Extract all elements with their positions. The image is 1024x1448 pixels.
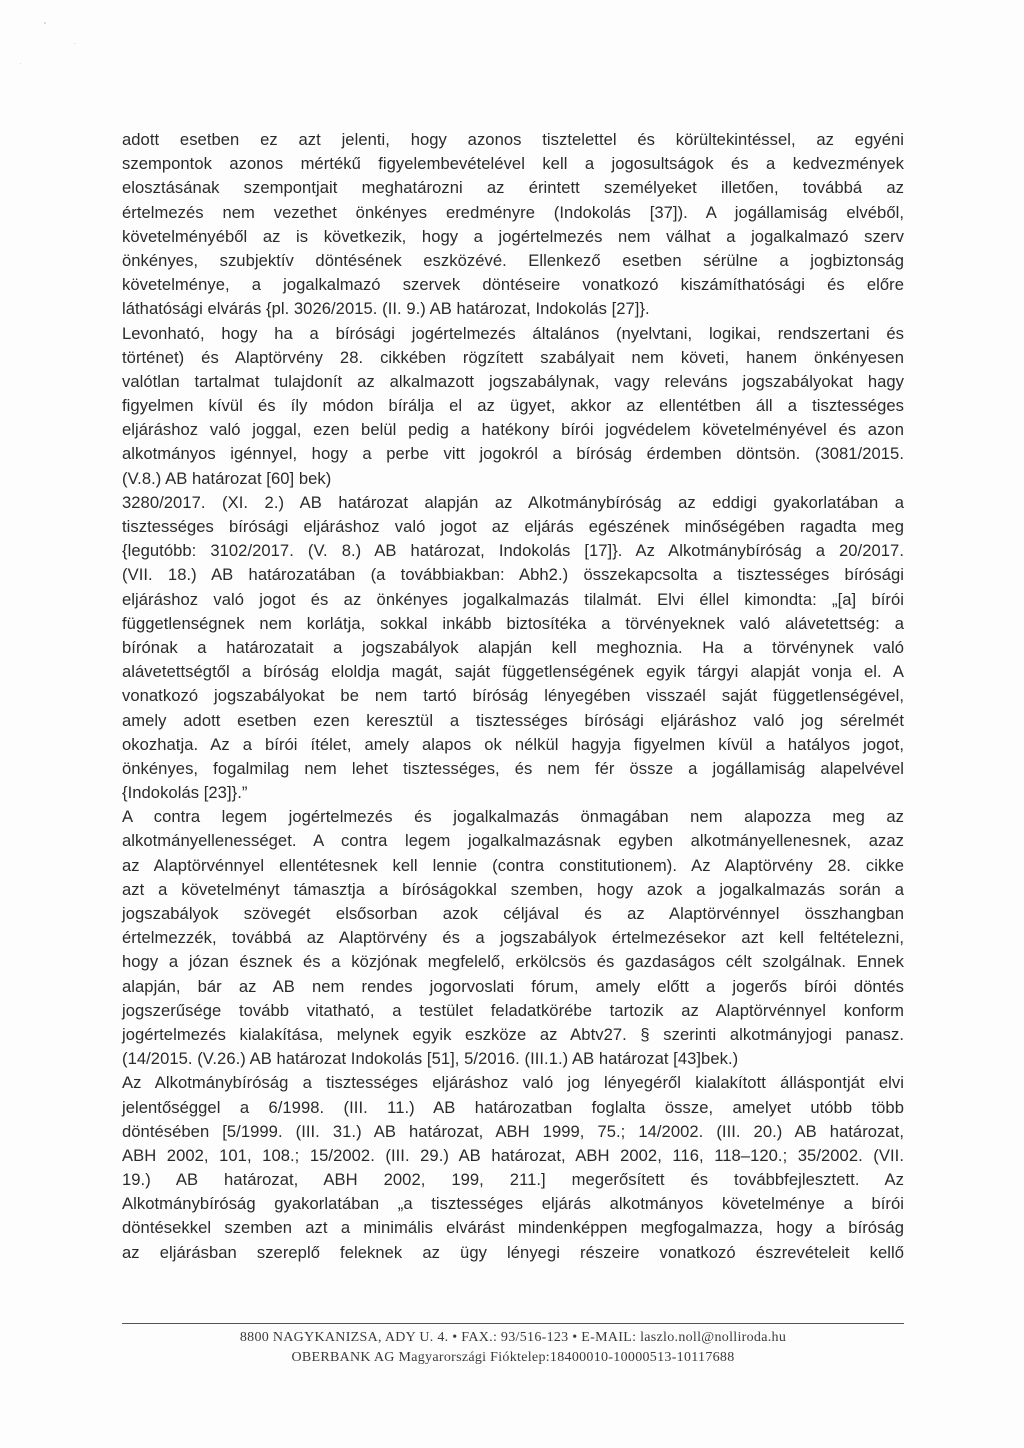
text-line: függetlenségnek nem korlátja, sokkal inkább biztosítéka a törvényeknek való alávetettség: a: [122, 613, 904, 633]
letterhead-footer: [122, 1328, 904, 1368]
footer-divider: [122, 1323, 904, 1324]
text-line: alkotmányellenességet. A contra legem jogalkalmazásnak egyben alkotmányellenesnek, azaz: [122, 831, 904, 851]
body-text: [122, 128, 904, 1265]
text-line: vonatkozó jogszabályokat be nem tartó bíróság lényegében visszaél saját függetlenségével,: [122, 686, 904, 706]
text-line: elosztásának szempontjait meghatározni az érintett személyeket illetően, továbbá az: [122, 178, 904, 198]
text-line: eljáráshoz való jogot és az önkényes jogalkalmazás tilalmát. Elvi éllel kimondta: „[a] bírói: [122, 589, 904, 609]
text-line: (VII. 18.) AB határozatában (a továbbiakban: Abh2.) összekapcsolta a tisztességes bírósági: [122, 565, 904, 585]
text-line: döntésében [5/1999. (III. 31.) AB határozat, ABH 1999, 75.; 14/2002. (III. 20.) AB határozat,: [122, 1121, 904, 1141]
scan-speck: [20, 63, 21, 64]
text-line: Alkotmánybíróság gyakorlatában „a tisztességes eljárás alkotmányos követelménye a bírói: [122, 1194, 904, 1214]
text-line: értelmezés nem vezethet önkényes eredményre (Indokolás [37]). A jogállamiság elvéből,: [122, 202, 904, 222]
text-line: értelmezzék, továbbá az Alaptörvény és a jogszabályok értelmezésekor azt kell feltételezni,: [122, 928, 904, 948]
text-line: Levonható, hogy ha a bírósági jogértelmezés általános (nyelvtani, logikai, rendszertani és: [122, 323, 904, 343]
text-line: ABH 2002, 101, 108.; 15/2002. (III. 29.) AB határozat, ABH 2002, 116, 118–120.; 35/2002. (VII.: [122, 1145, 904, 1165]
text-line: jelentőséggel a 6/1998. (III. 11.) AB határozatban foglalta össze, amelyet utóbb több: [122, 1097, 904, 1117]
text-line: figyelmen kívül és íly módon bírálja el az ügyet, akkor az ellentétben áll a tisztességes: [122, 396, 904, 416]
text-line: követelményéből az is következik, hogy a jogértelmezés nem válhat a jogalkalmazó szerv: [122, 226, 904, 246]
scan-speck: [74, 43, 75, 44]
text-line: bírónak a határozatait a jogszabályok alapján kell meghoznia. Ha a törvénynek való: [122, 637, 904, 657]
text-line: eljáráshoz való joggal, ezen belül pedig a hatékony bírói jogvédelem követelményével és azon: [122, 420, 904, 440]
text-line: Az Alkotmánybíróság a tisztességes eljáráshoz való jog lényegéről kialakított álláspontját elvi: [122, 1073, 904, 1093]
text-line: önkényes, szubjektív döntésének eszközévé. Ellenkező esetben sérülne a jogbiztonság: [122, 250, 904, 270]
text-line: A contra legem jogértelmezés és jogalkalmazás önmagában nem alapozza meg az: [122, 807, 904, 827]
text-line: az eljárásban szereplő feleknek az ügy lényegi részeire vonatkozó észrevételeit kellő: [122, 1242, 904, 1262]
text-line: amely adott esetben ezen keresztül a tisztességes bírósági eljáráshoz való jog sérelmét: [122, 710, 904, 730]
text-line: hogy a józan észnek és a közjónak megfelelő, erkölcsös és gazdaságos célt szolgálnak. Ennek: [122, 952, 904, 972]
text-line: (14/2015. (V.26.) AB határozat Indokolás [51], 5/2016. (III.1.) AB határozat [43]bek.): [122, 1049, 739, 1069]
text-line: alávetettségtől a bíróság eloldja magát, saját függetlenségének egyik tárgyi alapját vonja el. A: [122, 662, 904, 682]
text-line: önkényes, fogalmilag nem lehet tisztességes, és nem fér össze a jogállamiság alapelvével: [122, 758, 904, 778]
text-line: jogszerűsége tovább vitatható, a testület feladatkörébe tartozik az Alaptörvénnyel konform: [122, 1000, 904, 1020]
scan-speck: [44, 22, 46, 24]
text-line: {Indokolás [23]}.”: [122, 783, 248, 803]
text-line: szempontok azonos mértékű figyelembevételével kell a jogosultságok és a kedvezmények: [122, 154, 904, 174]
text-line: tisztességes bírósági eljáráshoz való jogot az eljárás egészének minőségében ragadta meg: [122, 517, 904, 536]
text-line: alkotmányos igénnyel, hogy a perbe vitt jogokról a bíróság érdemben döntsön. (3081/2015.: [122, 444, 904, 464]
text-line: láthatósági elvárás {pl. 3026/2015. (II. 9.) AB határozat, Indokolás [27]}.: [122, 299, 650, 319]
text-line: 19.) AB határozat, ABH 2002, 199, 211.] megerősített és továbbfejlesztett. Az: [122, 1170, 904, 1190]
text-line: azt a követelményt támasztja a bíróságokkal szemben, hogy azok a jogalkalmazás során a: [122, 879, 904, 899]
text-line: adott esetben ez azt jelenti, hogy azonos tisztelettel és körültekintéssel, az egyéni: [122, 130, 904, 149]
text-line: az Alaptörvénnyel ellentétesnek kell lennie (contra constitutionem). Az Alaptörvény 28. cikke: [122, 855, 904, 875]
text-line: valótlan tartalmat tulajdonít az alkalmazott jogszabálynak, vagy releváns jogszabályokat hagy: [122, 371, 904, 391]
text-line: (V.8.) AB határozat [60] bek): [122, 468, 332, 488]
text-line: 3280/2017. (XI. 2.) AB határozat alapján az Alkotmánybíróság az eddigi gyakorlatában a: [122, 492, 904, 512]
footer-bank-line: OBERBANK AG Magyarországi Fióktelep:18400010-10000513-10117688: [291, 1350, 735, 1365]
text-line: {legutóbb: 3102/2017. (V. 8.) AB határozat, Indokolás [17]}. Az Alkotmánybíróság a 20/2017.: [122, 541, 904, 561]
text-line: döntésekkel szemben azt a minimális elvárást mindenképpen megfogalmazza, hogy a bíróság: [122, 1218, 904, 1238]
text-line: követelménye, a jogalkalmazó szervek döntéseire vonatkozó kiszámíthatósági és előre: [122, 275, 904, 295]
text-line: történet) és Alaptörvény 28. cikkében rögzített szabályait nem követi, hanem önkényesen: [122, 347, 904, 367]
text-line: jogértelmezés kialakítása, melynek egyik eszköze az Abtv27. § szerinti alkotmányjogi panasz.: [122, 1024, 904, 1044]
text-line: jogszabályok szövegét elsősorban azok céljával és az Alaptörvénnyel összhangban: [122, 904, 904, 923]
footer-contact-line: 8800 NAGYKANIZSA, ADY U. 4. • FAX.: 93/516-123 • E-MAIL: laszlo.noll@nolliroda.hu: [239, 1330, 787, 1345]
text-line: alapján, bár az AB nem rendes jogorvoslati fórum, amely előtt a jogerős bírói döntés: [122, 976, 904, 996]
text-line: okozhatja. Az a bírói ítélet, amely alapos ok nélkül hagyja figyelmen kívül a hatályos jogot,: [122, 734, 904, 754]
